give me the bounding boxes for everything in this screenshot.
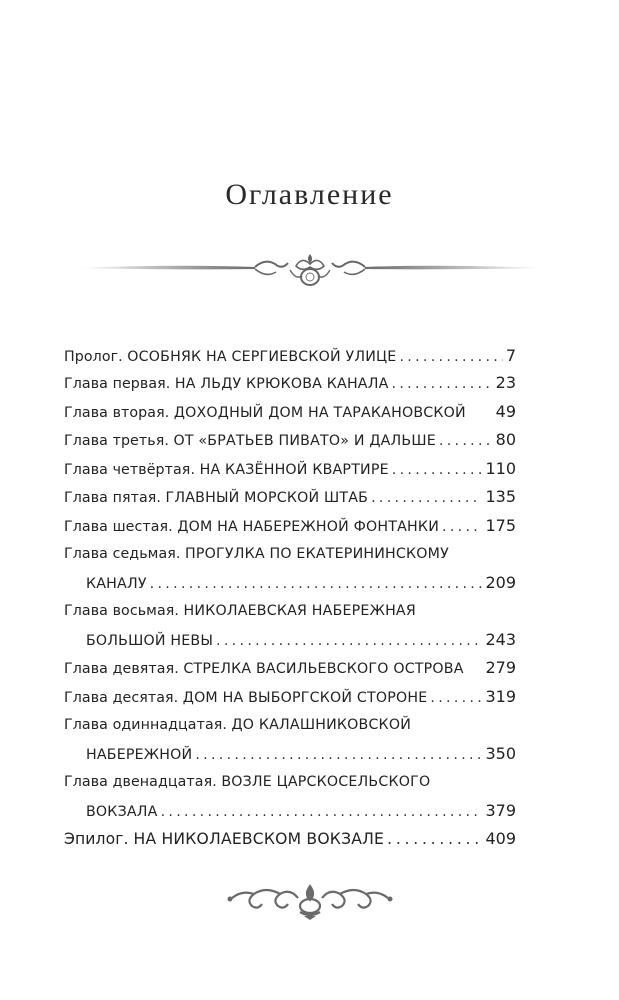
chapter-label: Глава десятая.: [64, 689, 179, 706]
toc-entry: [64, 398, 516, 427]
toc-entry: [64, 597, 516, 626]
chapter-title: ВОЗЛЕ ЦАРСКОСЕЛЬСКОГО: [221, 774, 431, 790]
chapter-label: Глава третья.: [64, 433, 169, 449]
toc-entry: [64, 369, 516, 398]
table-of-contents: [64, 342, 516, 854]
toc-entry: [64, 426, 516, 455]
chapter-title: ПРОГУЛКА ПО ЕКАТЕРИНИНСКОМУ: [185, 546, 449, 562]
leader-dots: [161, 798, 483, 826]
leader-dots: [195, 741, 482, 769]
chapter-title: ДОМ НА НАБЕРЕЖНОЙ ФОНТАНКИ: [177, 518, 440, 535]
toc-entry-continuation: [64, 740, 516, 769]
chapter-title: НИКОЛАЕВСКАЯ НАБЕРЕЖНАЯ: [183, 603, 416, 619]
toc-entry: [64, 342, 516, 369]
chapter-title: НА НИКОЛАЕВСКОМ ВОКЗАЛЕ: [133, 830, 385, 848]
toc-entry-continuation: [64, 797, 516, 826]
chapter-label: Глава восьмая.: [64, 603, 180, 619]
page-number: 279: [485, 658, 516, 677]
page-number: 409: [485, 829, 516, 848]
page-number: 7: [505, 346, 516, 365]
leader-dots: [399, 344, 502, 369]
leader-dots: [371, 484, 482, 512]
page-number: 135: [485, 487, 516, 506]
leader-dots: [439, 427, 493, 455]
page-number: 23: [495, 373, 516, 392]
ornamental-flourish-icon: [220, 880, 400, 920]
toc-entry-continuation: [64, 569, 516, 598]
page-number: 209: [485, 572, 516, 592]
toc-entry: [64, 683, 516, 712]
chapter-label: Глава одиннадцатая.: [64, 717, 227, 733]
page-number: 175: [485, 515, 516, 535]
toc-entry: [64, 512, 516, 541]
chapter-label: Эпилог.: [64, 830, 129, 848]
toc-entry: [64, 483, 516, 512]
toc-entry: [64, 540, 516, 569]
toc-entry: [64, 455, 516, 484]
chapter-label: Глава девятая.: [64, 661, 179, 677]
leader-dots: [392, 456, 483, 484]
toc-entry: [64, 711, 516, 740]
page-number: 49: [495, 401, 516, 421]
chapter-title: ДО КАЛАШНИКОВСКОЙ: [231, 717, 412, 733]
chapter-label: Глава четвёртая.: [64, 461, 196, 478]
chapter-title: ДОМ НА ВЫБОРГСКОЙ СТОРОНЕ: [182, 689, 428, 706]
page-number: 110: [485, 458, 516, 478]
toc-entry: [64, 768, 516, 797]
leader-dots: [150, 570, 483, 598]
leader-dots: [442, 513, 482, 541]
chapter-label: Глава седьмая.: [64, 546, 181, 562]
chapter-title-continuation: НАБЕРЕЖНОЙ: [86, 746, 193, 763]
leader-dots: [392, 370, 493, 398]
chapter-title: ГЛАВНЫЙ МОРСКОЙ ШТАБ: [165, 490, 369, 506]
page-number: 80: [495, 430, 516, 449]
page-number: 319: [485, 686, 516, 706]
chapter-title: НА КАЗЁННОЙ КВАРТИРЕ: [199, 461, 389, 478]
toc-entry-continuation: [64, 626, 516, 655]
toc-entry: [64, 825, 516, 854]
chapter-title: ОСОБНЯК НА СЕРГИЕВСКОЙ УЛИЦЕ: [127, 349, 397, 365]
chapter-title: ДОХОДНЫЙ ДОМ НА ТАРАКАНОВСКОЙ: [173, 404, 466, 421]
page-number: 379: [485, 800, 516, 820]
chapter-label: Пролог.: [64, 349, 123, 365]
chapter-label: Глава первая.: [64, 376, 171, 392]
chapter-title: ОТ «БРАТЬЕВ ПИВАТО» И ДАЛЬШЕ: [173, 433, 436, 449]
chapter-title: НА ЛЬДУ КРЮКОВА КАНАЛА: [174, 376, 389, 392]
chapter-title-continuation: КАНАЛУ: [86, 575, 147, 592]
page-title: Оглавление: [225, 178, 394, 211]
chapter-label: Глава вторая.: [64, 404, 170, 421]
ornamental-divider-icon: [70, 250, 550, 290]
chapter-title-continuation: ВОКЗАЛА: [86, 803, 158, 820]
leader-dots: [430, 684, 482, 712]
leader-dots: [216, 627, 482, 655]
chapter-label: Глава шестая.: [64, 518, 173, 535]
page-number: 350: [485, 743, 516, 763]
toc-entry: [64, 654, 516, 683]
page-number: 243: [485, 629, 516, 649]
chapter-label: Глава пятая.: [64, 490, 161, 506]
chapter-label: Глава двенадцатая.: [64, 774, 217, 790]
chapter-title: СТРЕЛКА ВАСИЛЬЕВСКОГО ОСТРОВА: [183, 661, 464, 677]
leader-dots: [387, 825, 482, 854]
chapter-title-continuation: БОЛЬШОЙ НЕВЫ: [86, 632, 214, 649]
